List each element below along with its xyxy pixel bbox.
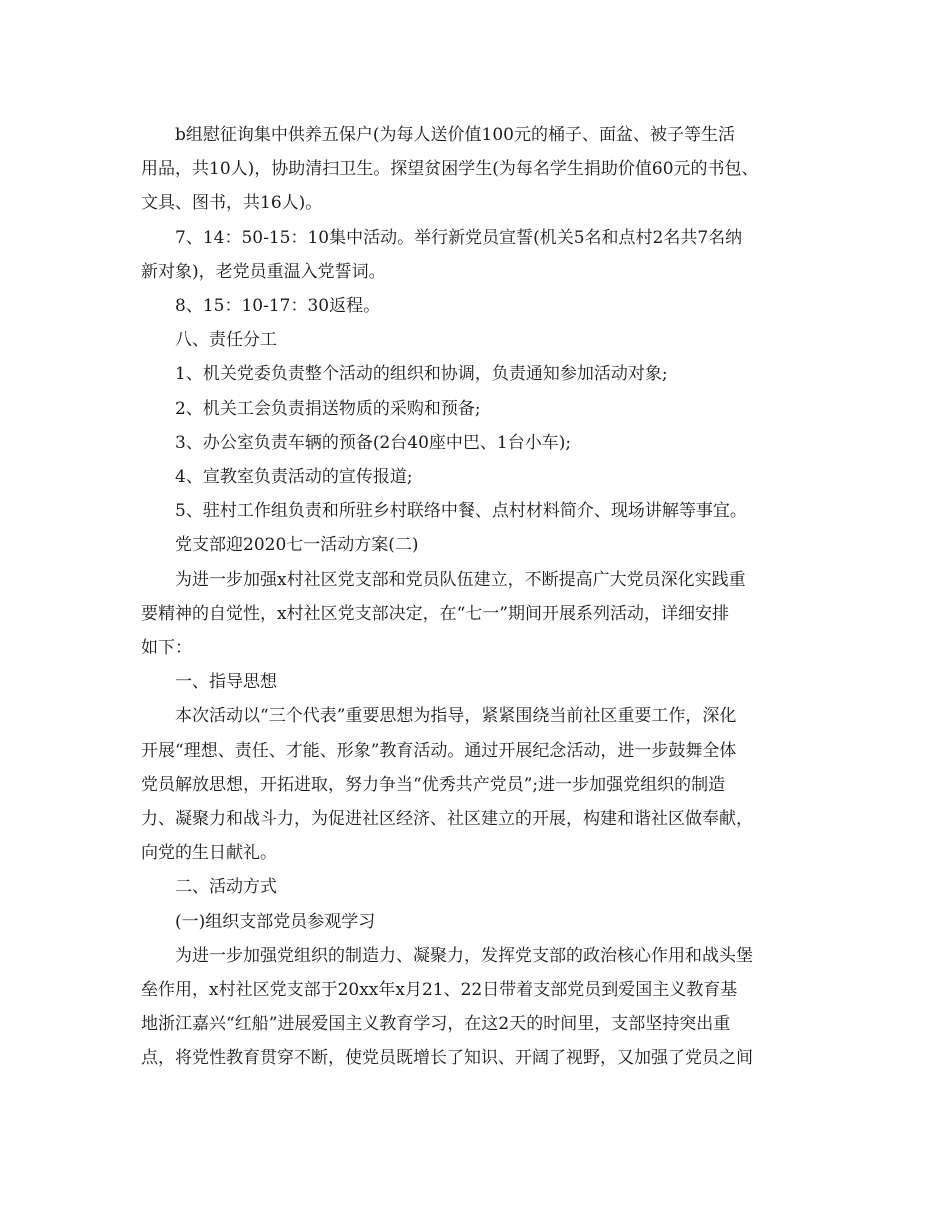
paragraph	[141, 392, 821, 426]
paragraph	[141, 289, 821, 323]
text-line: 5、驻村工作组负责和所驻乡村联络中餐、点村材料简介、现场讲解等事宜。	[175, 501, 747, 522]
paragraph	[141, 528, 821, 562]
text-line: 一、指导思想	[175, 672, 277, 693]
text-line: 2、机关工会负责捐送物质的采购和预备;	[175, 398, 481, 419]
text-line: 二、活动方式	[175, 877, 277, 898]
paragraph	[141, 870, 821, 904]
text-line: 点，将党性教育贯穿不断，使党员既增长了知识、开阔了视野，又加强了党员之间	[141, 1048, 753, 1069]
text-line: 8、15：10-17：30返程。	[175, 296, 381, 317]
text-line: 如下：	[141, 638, 192, 659]
paragraph	[141, 665, 821, 699]
text-line: 要精神的自觉性，x村社区党支部决定，在“七一”期间开展系列活动，详细安排	[141, 603, 729, 624]
paragraph	[141, 905, 821, 939]
text-line: 开展“理想、责任、才能、形象”教育活动。通过开展纪念活动，进一步鼓舞全体	[141, 740, 737, 761]
text-line: 八、责任分工	[175, 330, 277, 351]
text-line: 地浙江嘉兴“红船”进展爱国主义教育学习，在这2天的时间里，支部坚持突出重	[141, 1014, 731, 1035]
text-line: 为进一步加强x村社区党支部和党员队伍建立，不断提高广大党员深化实践重	[175, 569, 746, 590]
paragraph	[141, 357, 821, 391]
text-line: 党支部迎2020七一活动方案(二)	[175, 535, 419, 556]
text-line: 文具、图书，共16人)。	[141, 193, 323, 214]
text-line: (一)组织支部党员参观学习	[175, 911, 376, 932]
text-line: 新对象)，老党员重温入党誓词。	[141, 261, 386, 282]
paragraph	[141, 460, 821, 494]
document-page	[141, 118, 821, 1076]
text-line: 4、宣教室负责活动的宣传报道;	[175, 467, 413, 488]
paragraph	[141, 494, 821, 528]
text-line: 为进一步加强党组织的制造力、凝聚力，发挥党支部的政治核心作用和战头堡	[175, 945, 753, 966]
text-line: 1、机关党委负责整个活动的组织和协调，负责通知参加活动对象;	[175, 364, 668, 385]
text-line: 垒作用，x村社区党支部于20xx年x月21、22日带着支部党员到爱国主义教育基	[141, 980, 738, 1001]
text-line: 用品，共10人)，协助清扫卫生。探望贫困学生(为每名学生捐助价值60元的书包、	[141, 159, 759, 180]
paragraph	[141, 699, 821, 870]
text-line: 7、14：50-15：10集中活动。举行新党员宣誓(机关5名和点村2名共7名纳	[175, 227, 743, 248]
paragraph	[141, 323, 821, 357]
text-line: 3、办公室负责车辆的预备(2台40座中巴、1台小车);	[175, 432, 572, 453]
text-line: 向党的生日献礼。	[141, 843, 277, 864]
text-line: 力、凝聚力和战斗力，为促进社区经济、社区建立的开展，构建和谐社区做奉献，	[141, 809, 753, 830]
text-line: 党员解放思想，开拓进取，努力争当“优秀共产党员”;进一步加强党组织的制造	[141, 774, 726, 795]
paragraph	[141, 221, 821, 289]
paragraph	[141, 118, 821, 221]
paragraph	[141, 426, 821, 460]
paragraph	[141, 563, 821, 666]
paragraph	[141, 939, 821, 1076]
text-line: b组慰征询集中供养五保户(为每人送价值100元的桶子、面盆、被子等生活	[175, 125, 735, 145]
text-line: 本次活动以“三个代表”重要思想为指导，紧紧围绕当前社区重要工作，深化	[175, 706, 737, 727]
